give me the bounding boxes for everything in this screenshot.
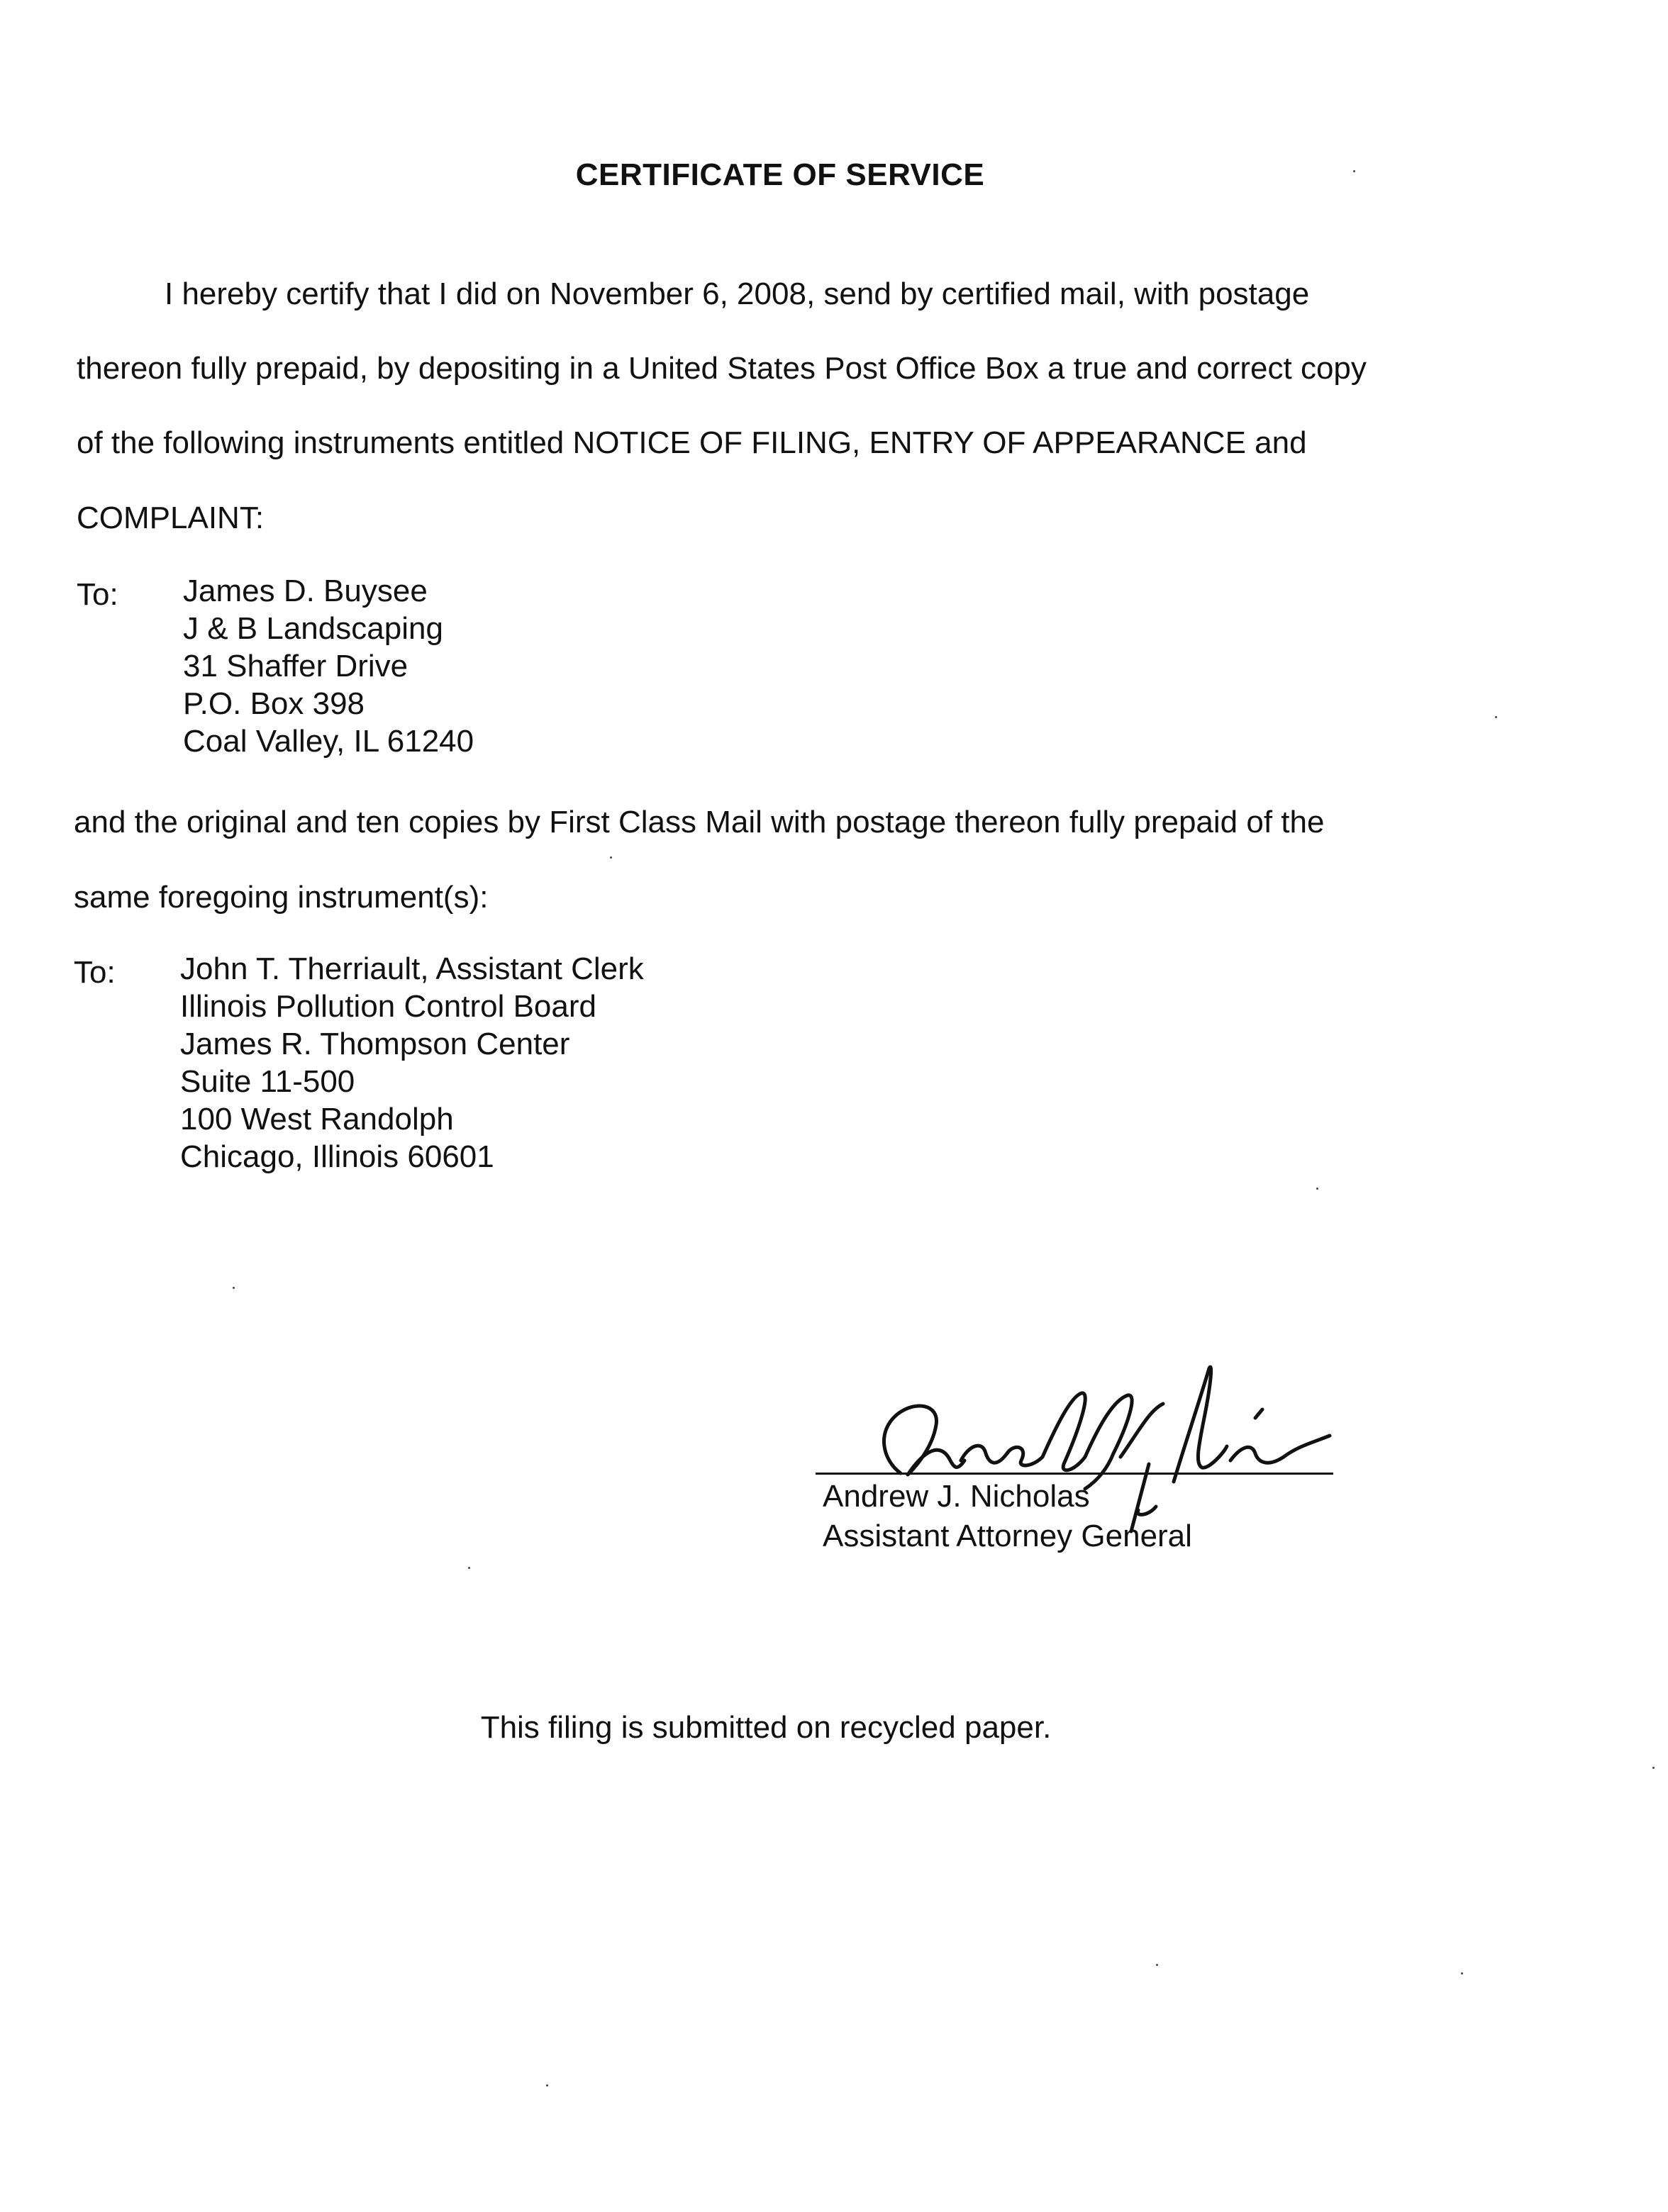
scan-speck <box>1495 716 1497 718</box>
paragraph2-line1: and the original and ten copies by First Class Mail with postage thereon fully prepaid of the <box>74 805 1325 839</box>
recipient2-line: John T. Therriault, Assistant Clerk <box>180 951 644 986</box>
scan-speck <box>546 2084 548 2087</box>
paragraph1-line1: I hereby certify that I did on November 6, 2008, send by certified mail, with postage <box>165 276 1310 311</box>
document-title: CERTIFICATE OF SERVICE <box>575 157 985 192</box>
scan-speck <box>468 1567 470 1569</box>
signer-name: Andrew J. Nicholas <box>823 1479 1090 1514</box>
paragraph2-line2: same foregoing instrument(s): <box>74 880 489 915</box>
recipient1-line: Coal Valley, IL 61240 <box>183 724 474 759</box>
recipient1-line: J & B Landscaping <box>183 611 443 646</box>
scan-speck <box>1461 1972 1463 1974</box>
recipient1-line: P.O. Box 398 <box>183 686 365 721</box>
signer-block <box>823 1477 1192 1556</box>
recipient2-label: To: <box>74 955 116 990</box>
paragraph1-line4: COMPLAINT: <box>77 501 265 535</box>
footer-note: This filing is submitted on recycled paper. <box>480 1710 1052 1745</box>
recipient2-line: James R. Thompson Center <box>180 1027 570 1061</box>
signature-line <box>816 1473 1333 1475</box>
recipient2-address <box>180 950 644 1175</box>
scan-speck <box>1316 1188 1318 1190</box>
scan-speck <box>1353 170 1355 172</box>
scan-speck <box>1652 1767 1655 1769</box>
scan-speck <box>233 1287 235 1289</box>
scan-speck <box>1156 1964 1158 1966</box>
scan-speck <box>610 856 612 859</box>
signer-title: Assistant Attorney General <box>823 1519 1192 1553</box>
paragraph1-line2: thereon fully prepaid, by depositing in a United States Post Office Box a true and correct copy <box>77 351 1367 386</box>
recipient2-line: Suite 11-500 <box>180 1064 355 1099</box>
recipient2-line: Illinois Pollution Control Board <box>180 989 596 1024</box>
recipient2-line: 100 West Randolph <box>180 1102 454 1136</box>
recipient1-line: 31 Shaffer Drive <box>183 649 408 683</box>
recipient2-line: Chicago, Illinois 60601 <box>180 1139 494 1174</box>
recipient1-address <box>183 572 474 760</box>
paragraph1-line3: of the following instruments entitled NOTICE OF FILING, ENTRY OF APPEARANCE and <box>77 425 1307 460</box>
recipient1-line: James D. Buysee <box>183 574 428 608</box>
recipient1-label: To: <box>77 577 118 612</box>
